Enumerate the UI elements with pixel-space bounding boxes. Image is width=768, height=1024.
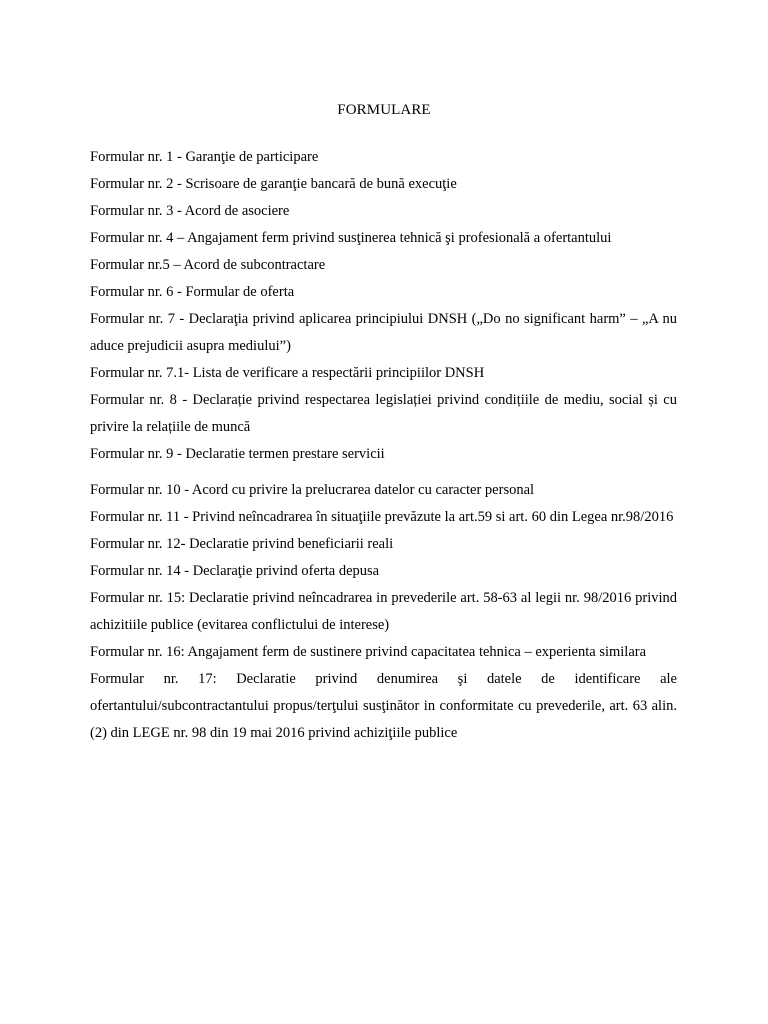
list-item: Formular nr. 7.1- Lista de verificare a respectării principiilor DNSH	[90, 365, 485, 381]
list-item: Formular nr. 1 - Garanţie de participare	[90, 149, 319, 165]
page-title: FORMULARE	[337, 102, 431, 118]
list-item: Formular nr. 7 - Declaraţia privind aplicarea principiului DNSH („Do no significant harm” – „A nu aduce prejudicii asupra mediului”)	[90, 311, 677, 354]
list-item: Formular nr. 11 - Privind neîncadrarea în situaţiile prevăzute la art.59 si art. 60 din Legea nr.98/2016	[90, 509, 674, 525]
list-item: Formular nr.5 – Acord de subcontractare	[90, 257, 326, 273]
list-item: Formular nr. 2 - Scrisoare de garanţie bancară de bună execuţie	[90, 176, 457, 192]
list-item: Formular nr. 4 – Angajament ferm privind susţinerea tehnică şi profesională a ofertantului	[90, 230, 612, 246]
list-item: Formular nr. 14 - Declaraţie privind oferta depusa	[90, 563, 380, 579]
list-item: Formular nr. 9 - Declaratie termen prestare servicii	[90, 446, 385, 462]
list-item: Formular nr. 16: Angajament ferm de sustinere privind capacitatea tehnica – experienta similara	[90, 644, 647, 660]
list-item: Formular nr. 10 - Acord cu privire la prelucrarea datelor cu caracter personal	[90, 482, 535, 498]
list-item: Formular nr. 8 - Declarație privind respectarea legislației privind condițiile de mediu, social și cu privire la relațiile de muncă	[90, 392, 677, 435]
list-item: Formular nr. 6 - Formular de oferta	[90, 284, 295, 300]
list-item: Formular nr. 12- Declaratie privind beneficiarii reali	[90, 536, 394, 552]
list-item: Formular nr. 3 - Acord de asociere	[90, 203, 290, 219]
list-item: Formular nr. 15: Declaratie privind neîncadrarea in prevederile art. 58-63 al legii nr. 98/2016 privind achizitiile publice (evitarea conflictului de interese)	[90, 590, 677, 633]
form-list	[90, 144, 677, 747]
list-item: Formular nr. 17: Declaratie privind denumirea şi datele de identificare ale ofertantului/subcontractantului propus/terţului susţinător in conformitate cu prevederile, art. 63 alin. (2) din LEGE nr. 98 din 19 mai 2016 privind achiziţiile publice	[90, 671, 677, 741]
